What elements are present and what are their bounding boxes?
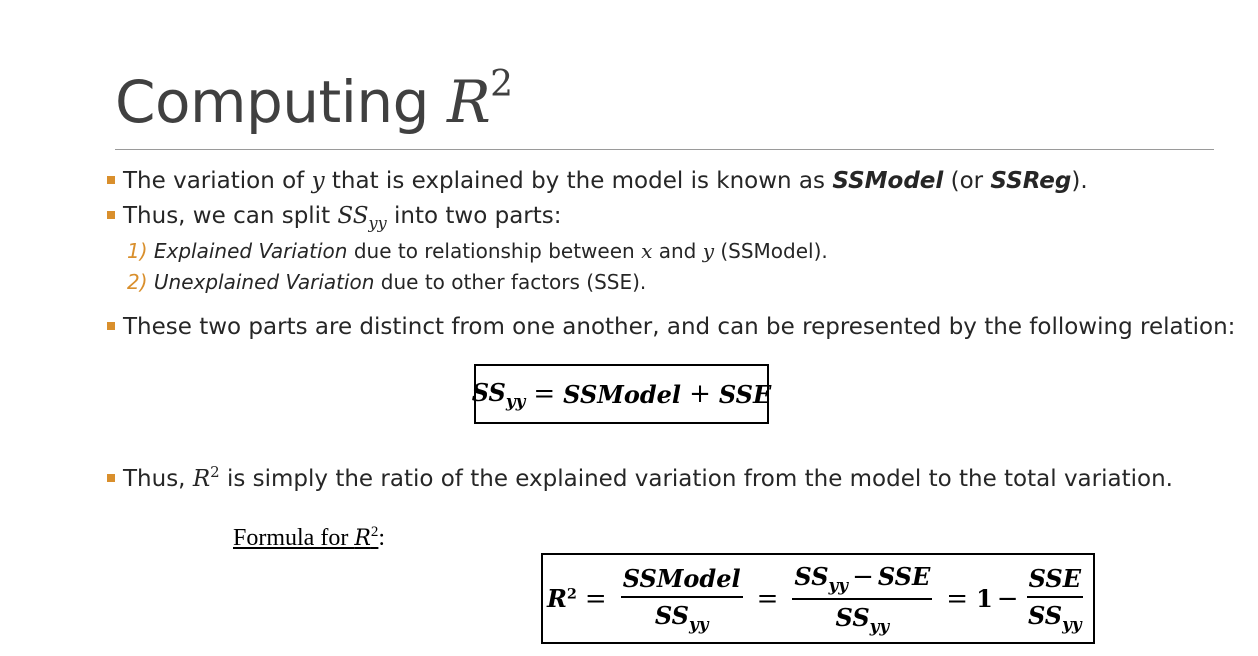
- r-squared-formula-box: $R^2$ = $\frac{\text{SSModel}}{SS_{yy}}$ = $\frac{SS_{yy} - SSE}{SS_{yy}}$ = 1 − $\frac{\text{SSE}}{SS_{yy}}$: [541, 553, 1095, 644]
- term-ssreg: SSReg: [990, 168, 1072, 194]
- relation-equation-box: $SS_{yy}$ = SSModel + SSE: [474, 364, 769, 424]
- bullet-ssmodel: The variation of y that is explained by the model is known as SSModel (or SSReg).: [107, 168, 1088, 194]
- term-ssmodel: SSModel: [832, 168, 944, 194]
- bullet-marker: [107, 176, 115, 184]
- page-title: Computing $R^2$: [115, 64, 513, 136]
- formula-label: Formula for $R^2$:: [233, 524, 386, 551]
- title-divider: [115, 149, 1214, 150]
- bullet-marker: [107, 322, 115, 330]
- bullet-marker: [107, 474, 115, 482]
- bullet-split: Thus, we can split $SS_{yy}$ into two parts:: [107, 203, 562, 233]
- bullet-relation: These two parts are distinct from one another, and can be represented by the following relation:: [107, 314, 1235, 340]
- list-item-explained: 1) Explained Variation due to relationship between x and y (SSModel).: [127, 239, 828, 263]
- bullet-marker: [107, 211, 115, 219]
- bullet-ratio: Thus, $R^2$ is simply the ratio of the explained variation from the model to the total variation.: [107, 463, 1173, 492]
- title-math: $R^2$: [446, 64, 513, 136]
- fraction-difference-over-total: $\frac{SS_{yy} - SSE}{SS_{yy}}$: [794, 561, 931, 636]
- list-item-unexplained: 2) Unexplained Variation due to other factors (SSE).: [127, 270, 647, 294]
- fraction-sse-over-total: $\frac{\text{SSE}}{SS_{yy}}$: [1027, 563, 1082, 634]
- fraction-model-over-total: $\frac{\text{SSModel}}{SS_{yy}}$: [622, 563, 741, 634]
